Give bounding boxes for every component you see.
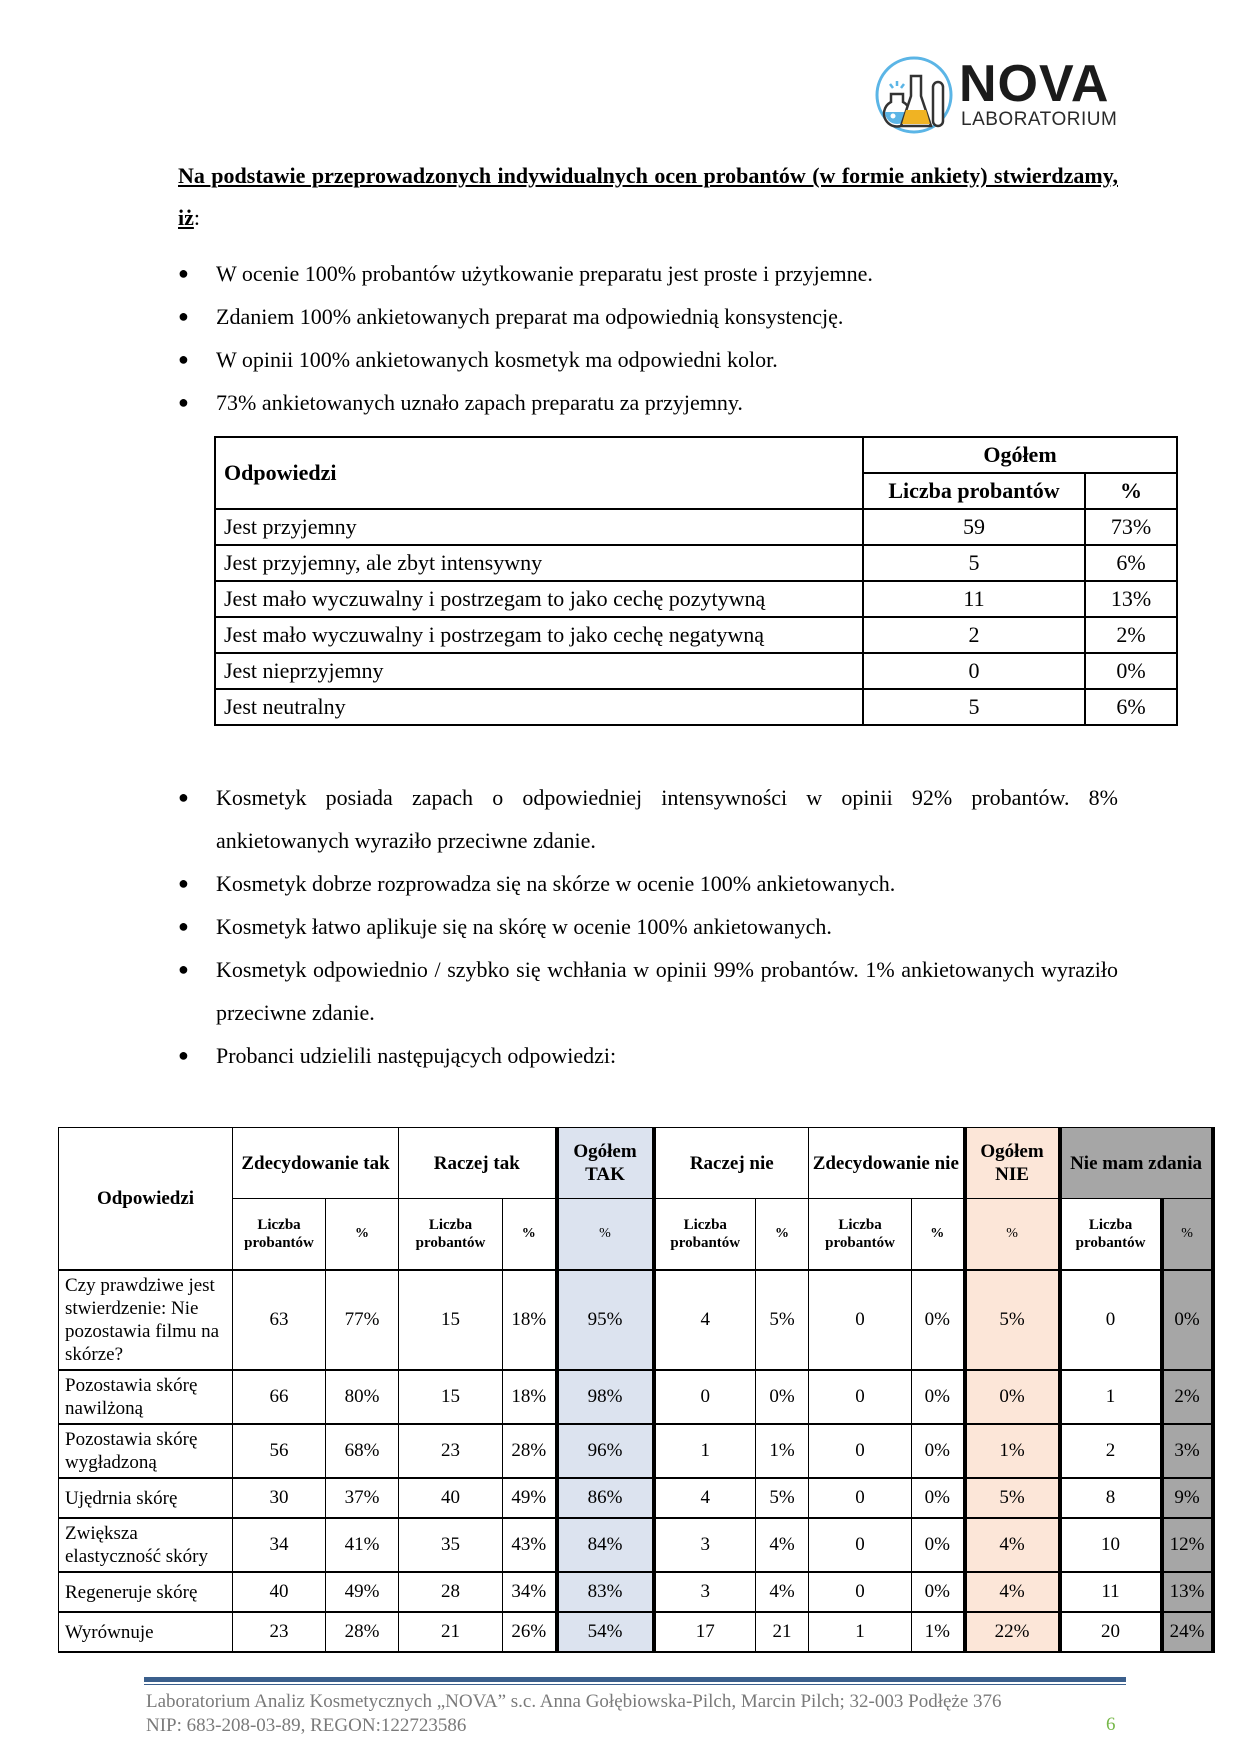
count-cell: 0 <box>809 1424 912 1478</box>
count-cell: 56 <box>233 1424 326 1478</box>
percent-cell: 0% <box>912 1370 965 1424</box>
sub-pct: % <box>965 1199 1060 1271</box>
table-row <box>59 1572 1213 1612</box>
sub-pct: % <box>326 1199 399 1271</box>
table-row: Jest mało wyczuwalny i postrzegam to jako cechę pozytywną 11 13% <box>215 581 1177 617</box>
logo-subtitle: LABORATORIUM <box>961 109 1118 130</box>
count-cell: 0 <box>654 1370 756 1424</box>
bullet-icon: ● <box>178 263 189 283</box>
count-cell: 23 <box>399 1424 503 1478</box>
count-cell: 0 <box>809 1270 912 1370</box>
table-row <box>59 1612 1213 1652</box>
list-item: ● W opinii 100% ankietowanych kosmetyk ma odpowiedni kolor. <box>178 338 1118 381</box>
percent-cell: 24% <box>1162 1612 1213 1652</box>
header-definitely-yes: Zdecydowanie tak <box>233 1128 399 1199</box>
percent-cell: 84% <box>557 1518 654 1572</box>
header-total-yes: Ogółem TAK <box>557 1128 654 1199</box>
page-number: 6 <box>1106 1714 1116 1735</box>
percent-cell: 49% <box>503 1478 557 1518</box>
footer-address: Laboratorium Analiz Kosmetycznych „NOVA” s.c. Anna Gołębiowska-Pilch, Marcin Pilch; 32-003 Podłęże 376 <box>146 1691 1002 1712</box>
percent-cell: 3% <box>1162 1424 1213 1478</box>
percent-cell: 9% <box>1162 1478 1213 1518</box>
table-row <box>59 1270 1213 1370</box>
percent-cell: 68% <box>326 1424 399 1478</box>
bullet-icon: ● <box>178 349 189 369</box>
percent-cell: 4% <box>756 1572 809 1612</box>
count-cell: 10 <box>1060 1518 1162 1572</box>
footer-rule-thin <box>144 1684 1126 1685</box>
count-cell: 21 <box>399 1612 503 1652</box>
count-cell: 4 <box>654 1478 756 1518</box>
list-item: ● Probanci udzielili następujących odpowiedzi: <box>178 1034 1118 1077</box>
table-row <box>59 1478 1213 1518</box>
count-cell: 35 <box>399 1518 503 1572</box>
sub-count: Liczba probantów <box>654 1199 756 1271</box>
sub-count: Liczba probantów <box>233 1199 326 1271</box>
percent-cell: 21 <box>756 1612 809 1652</box>
table-row: Jest nieprzyjemny 0 0% <box>215 653 1177 689</box>
count-cell: 34 <box>233 1518 326 1572</box>
count-cell: 2 <box>1060 1424 1162 1478</box>
scent-table <box>214 436 1178 726</box>
count-cell: 3 <box>654 1518 756 1572</box>
bullet-icon: ● <box>178 873 189 893</box>
list-item: ● Kosmetyk dobrze rozprowadza się na skórze w ocenie 100% ankietowanych. <box>178 862 1118 905</box>
count-cell: 0 <box>809 1478 912 1518</box>
bullet-icon: ● <box>178 392 189 412</box>
bullet-icon: ● <box>178 306 189 326</box>
header-no-opinion: Nie mam zdania <box>1060 1128 1213 1199</box>
nova-logo <box>873 54 1118 136</box>
list-item: ● Zdaniem 100% ankietowanych preparat ma odpowiednią konsystencję. <box>178 295 1118 338</box>
percent-cell: 28% <box>326 1612 399 1652</box>
bullet-icon: ● <box>178 1045 189 1065</box>
percent-cell: 1% <box>965 1424 1060 1478</box>
percent-cell: 18% <box>503 1270 557 1370</box>
count-cell: 0 <box>809 1572 912 1612</box>
count-cell: 15 <box>399 1370 503 1424</box>
count-cell: 4 <box>654 1270 756 1370</box>
percent-cell: 0% <box>1162 1270 1213 1370</box>
question-cell: Pozostawia skórę wygładzoną <box>59 1424 233 1478</box>
header-definitely-no: Zdecydowanie nie <box>809 1128 965 1199</box>
count-cell: 0 <box>809 1518 912 1572</box>
percent-cell: 28% <box>503 1424 557 1478</box>
question-cell: Wyrównuje <box>59 1612 233 1652</box>
count-cell: 8 <box>1060 1478 1162 1518</box>
percent-cell: 54% <box>557 1612 654 1652</box>
survey-table <box>58 1127 1215 1653</box>
percent-cell: 13% <box>1162 1572 1213 1612</box>
percent-cell: 5% <box>965 1270 1060 1370</box>
table-row <box>59 1370 1213 1424</box>
count-cell: 1 <box>809 1612 912 1652</box>
question-cell: Ujędrnia skórę <box>59 1478 233 1518</box>
bullet-icon: ● <box>178 787 189 807</box>
list-item: ● Kosmetyk łatwo aplikuje się na skórę w ocenie 100% ankietowanych. <box>178 905 1118 948</box>
count-cell: 40 <box>233 1572 326 1612</box>
percent-cell: 0% <box>912 1270 965 1370</box>
percent-cell: 34% <box>503 1572 557 1612</box>
intro-statement <box>178 155 1118 239</box>
percent-cell: 83% <box>557 1572 654 1612</box>
percent-cell: 95% <box>557 1270 654 1370</box>
percent-cell: 0% <box>756 1370 809 1424</box>
table-row <box>59 1424 1213 1478</box>
table-row: Jest przyjemny, ale zbyt intensywny 5 6% <box>215 545 1177 581</box>
list-item: ● Kosmetyk odpowiednio / szybko się wchłania w opinii 99% probantów. 1% ankietowanych wyraziło przeciwne zdanie. <box>178 948 1118 1034</box>
percent-cell: 49% <box>326 1572 399 1612</box>
count-cell: 23 <box>233 1612 326 1652</box>
bullet-list-top <box>178 252 1118 424</box>
intro-suffix: : <box>193 205 201 230</box>
question-cell: Pozostawia skórę nawilżoną <box>59 1370 233 1424</box>
percent-cell: 4% <box>756 1518 809 1572</box>
sub-count: Liczba probantów <box>809 1199 912 1271</box>
percent-cell: 2% <box>1162 1370 1213 1424</box>
percent-cell: 1% <box>912 1612 965 1652</box>
percent-cell: 26% <box>503 1612 557 1652</box>
count-cell: 3 <box>654 1572 756 1612</box>
percent-cell: 98% <box>557 1370 654 1424</box>
percent-cell: 12% <box>1162 1518 1213 1572</box>
footer <box>146 1690 1126 1738</box>
table-row: Jest neutralny 5 6% <box>215 689 1177 725</box>
count-cell: 40 <box>399 1478 503 1518</box>
header-answers: Odpowiedzi <box>59 1128 233 1271</box>
question-cell: Regeneruje skórę <box>59 1572 233 1612</box>
header-count: Liczba probantów <box>863 473 1085 509</box>
count-cell: 0 <box>809 1370 912 1424</box>
list-item: ● 73% ankietowanych uznało zapach preparatu za przyjemny. <box>178 381 1118 424</box>
percent-cell: 0% <box>912 1518 965 1572</box>
sub-pct: % <box>557 1199 654 1271</box>
question-cell: Zwiększa elastyczność skóry <box>59 1518 233 1572</box>
count-cell: 1 <box>1060 1370 1162 1424</box>
question-cell: Czy prawdziwe jest stwierdzenie: Nie pozostawia filmu na skórze? <box>59 1270 233 1370</box>
percent-cell: 5% <box>756 1270 809 1370</box>
logo-brand: NOVA <box>959 55 1110 113</box>
sub-count: Liczba probantów <box>1060 1199 1162 1271</box>
percent-cell: 0% <box>965 1370 1060 1424</box>
percent-cell: 4% <box>965 1518 1060 1572</box>
table-row: Jest mało wyczuwalny i postrzegam to jako cechę negatywną 2 2% <box>215 617 1177 653</box>
header-total: Ogółem <box>863 437 1177 473</box>
table-row <box>59 1518 1213 1572</box>
percent-cell: 1% <box>756 1424 809 1478</box>
percent-cell: 5% <box>756 1478 809 1518</box>
count-cell: 17 <box>654 1612 756 1652</box>
count-cell: 15 <box>399 1270 503 1370</box>
header-rather-yes: Raczej tak <box>399 1128 557 1199</box>
sub-pct: % <box>756 1199 809 1271</box>
sub-count: Liczba probantów <box>399 1199 503 1271</box>
count-cell: 1 <box>654 1424 756 1478</box>
count-cell: 66 <box>233 1370 326 1424</box>
lab-flasks-icon <box>873 54 959 136</box>
percent-cell: 37% <box>326 1478 399 1518</box>
percent-cell: 96% <box>557 1424 654 1478</box>
percent-cell: 22% <box>965 1612 1060 1652</box>
percent-cell: 0% <box>912 1424 965 1478</box>
bullet-list-bottom <box>178 776 1118 1077</box>
count-cell: 0 <box>1060 1270 1162 1370</box>
percent-cell: 0% <box>912 1572 965 1612</box>
sub-pct: % <box>503 1199 557 1271</box>
header-rather-no: Raczej nie <box>654 1128 809 1199</box>
percent-cell: 43% <box>503 1518 557 1572</box>
list-item: ● W ocenie 100% probantów użytkowanie preparatu jest proste i przyjemne. <box>178 252 1118 295</box>
list-item: ● Kosmetyk posiada zapach o odpowiedniej intensywności w opinii 92% probantów. 8% ankietowanych wyraziło przeciwne zdanie. <box>178 776 1118 862</box>
footer-rule <box>144 1677 1126 1682</box>
percent-cell: 80% <box>326 1370 399 1424</box>
header-total-no: Ogółem NIE <box>965 1128 1060 1199</box>
percent-cell: 77% <box>326 1270 399 1370</box>
count-cell: 11 <box>1060 1572 1162 1612</box>
count-cell: 20 <box>1060 1612 1162 1652</box>
percent-cell: 0% <box>912 1478 965 1518</box>
count-cell: 28 <box>399 1572 503 1612</box>
percent-cell: 41% <box>326 1518 399 1572</box>
footer-tax-ids: NIP: 683-208-03-89, REGON:122723586 <box>146 1715 467 1736</box>
table-row: Jest przyjemny 59 73% <box>215 509 1177 545</box>
count-cell: 30 <box>233 1478 326 1518</box>
header-answers: Odpowiedzi <box>215 437 863 509</box>
percent-cell: 5% <box>965 1478 1060 1518</box>
bullet-icon: ● <box>178 916 189 936</box>
sub-pct: % <box>912 1199 965 1271</box>
percent-cell: 4% <box>965 1572 1060 1612</box>
percent-cell: 18% <box>503 1370 557 1424</box>
header-pct: % <box>1085 473 1177 509</box>
count-cell: 63 <box>233 1270 326 1370</box>
bullet-icon: ● <box>178 959 189 979</box>
percent-cell: 86% <box>557 1478 654 1518</box>
sub-pct: % <box>1162 1199 1213 1271</box>
intro-bold-text: Na podstawie przeprowadzonych indywidualnych ocen probantów (w formie ankiety) stwierdzamy, iż <box>178 163 1118 230</box>
